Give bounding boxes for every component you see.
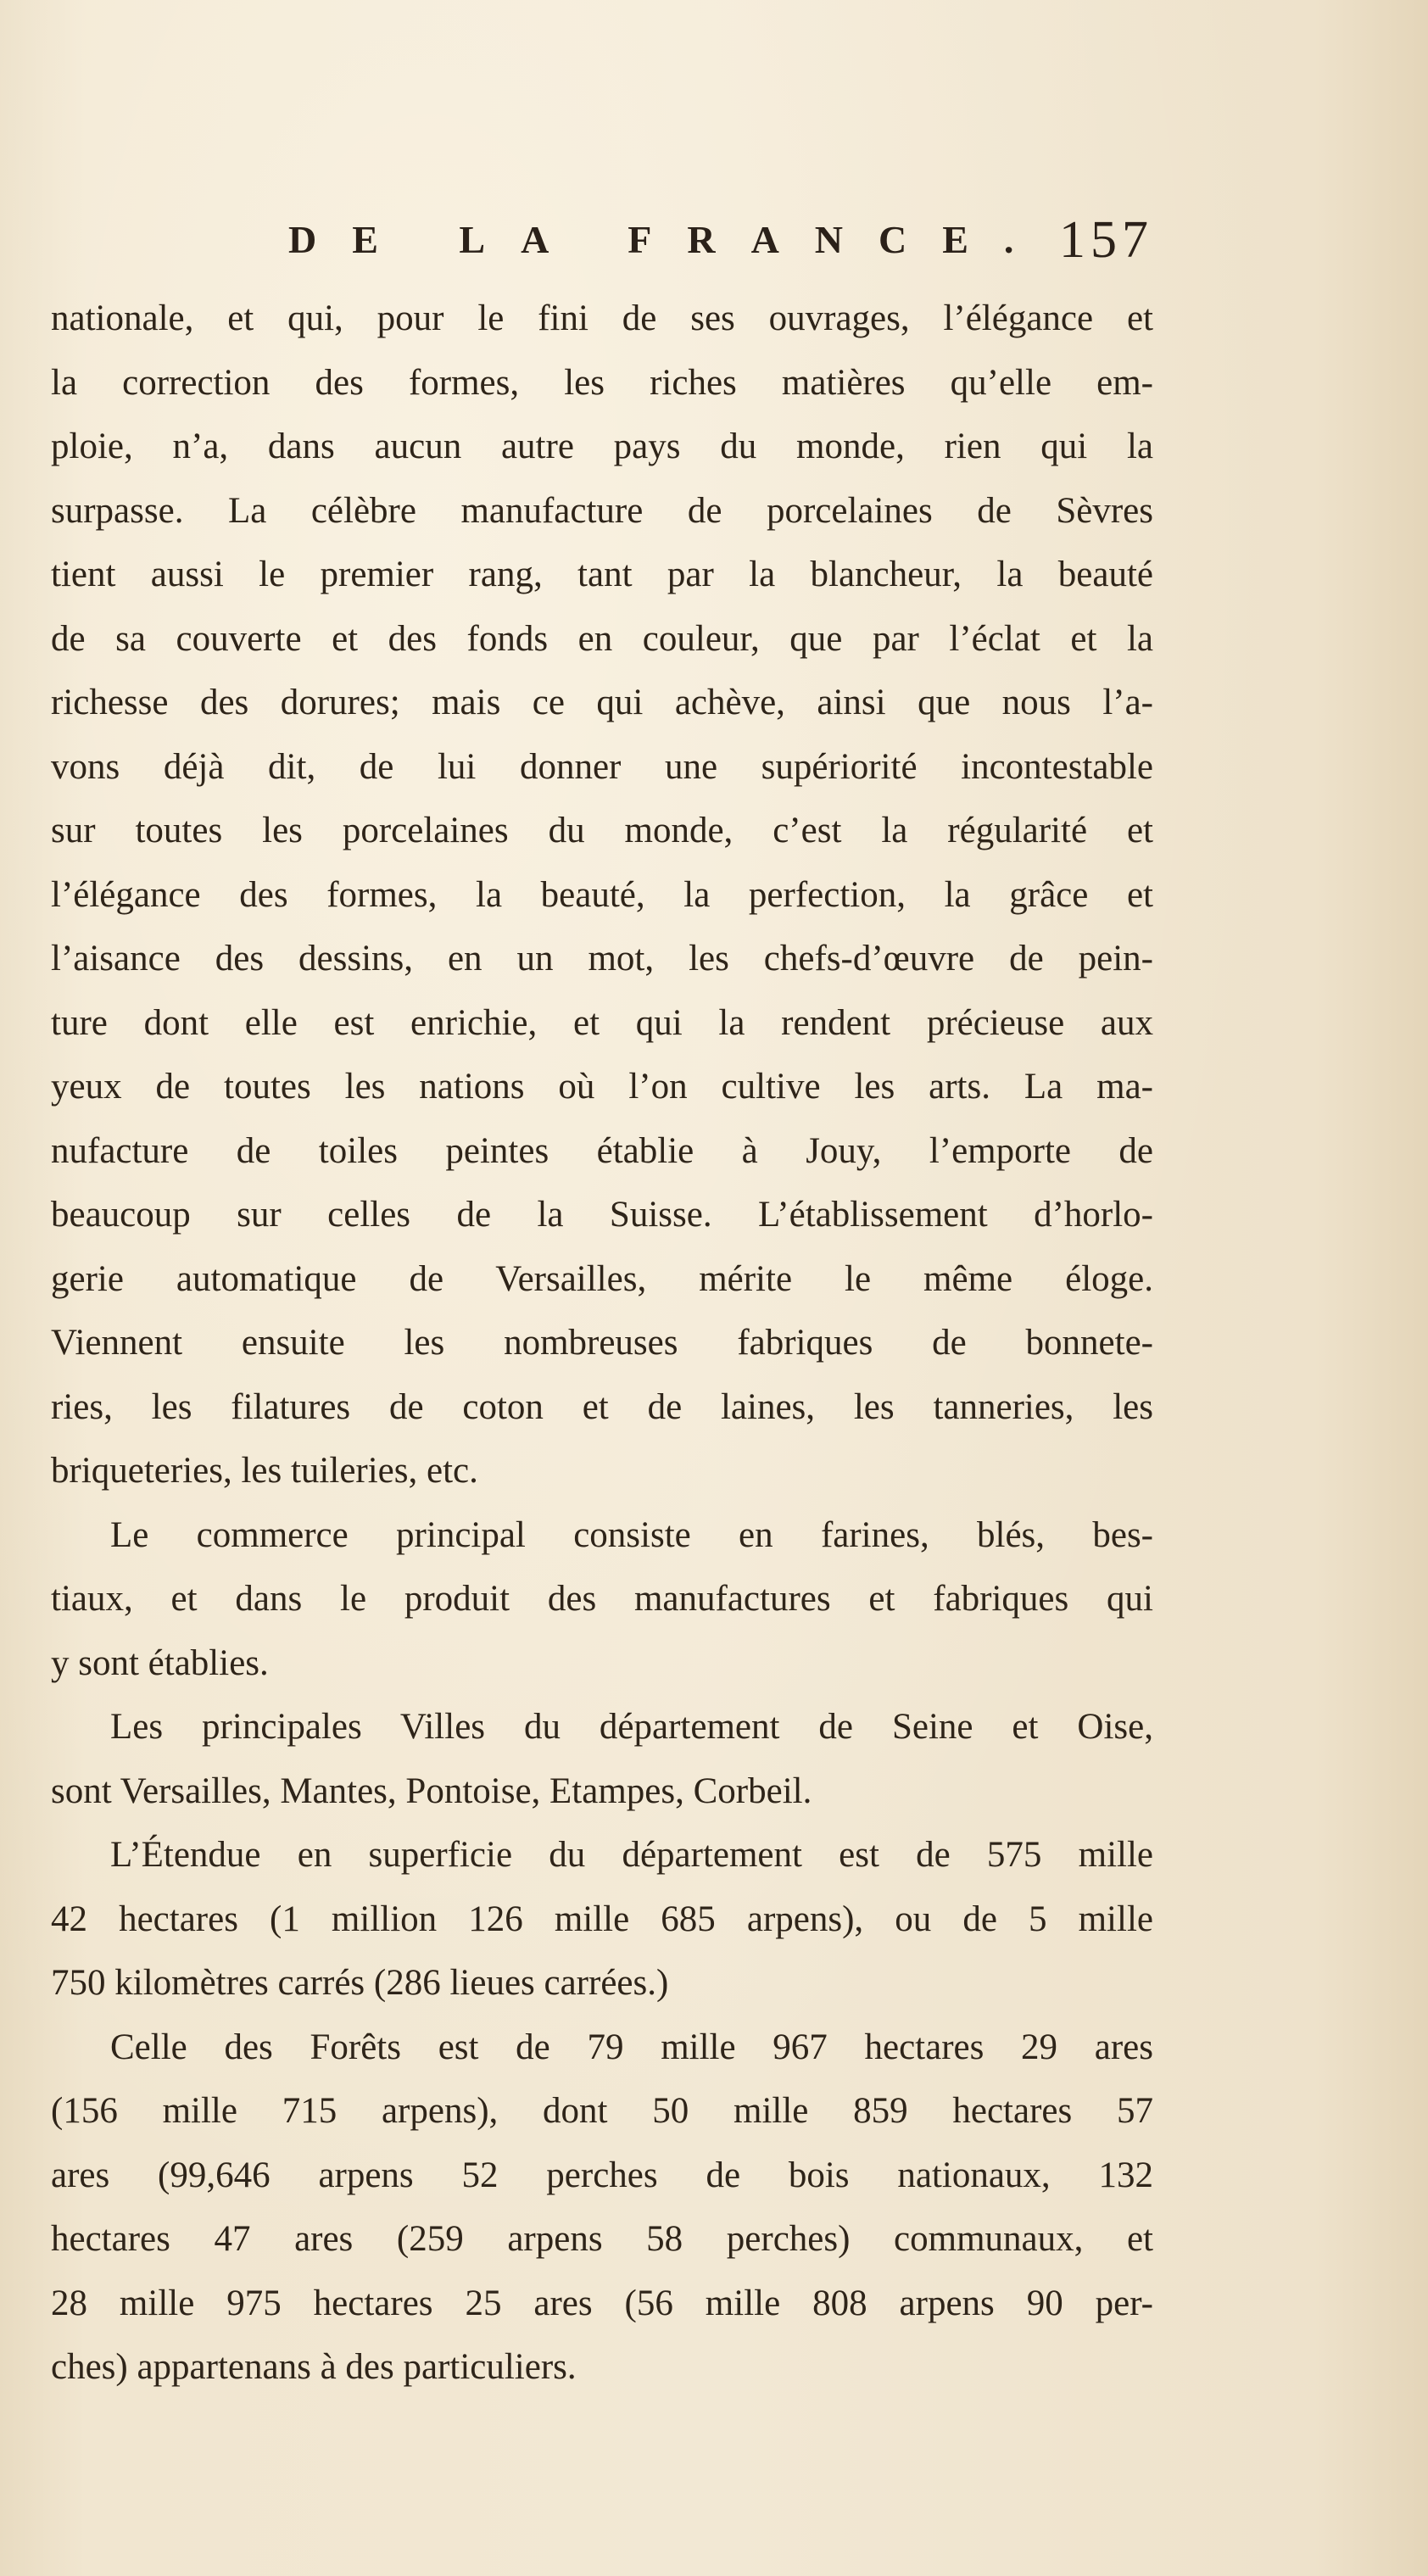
text-line: y sont établies. (51, 1642, 269, 1683)
text-line: Les principales Villes du département de Seine et Oise, (110, 1707, 1153, 1747)
text-line: tiaux, et dans le produit des manufactures et fabriques qui (51, 1579, 1153, 1619)
text-line: beaucoup sur celles de la Suisse. L’établissement d’horlo- (51, 1195, 1153, 1235)
paragraph-villes (51, 1695, 1153, 1823)
text-line: hectares 47 ares (259 arpens 58 perches) communaux, et (51, 2219, 1153, 2259)
text-line: la correction des formes, les riches matières qu’elle em- (51, 362, 1153, 403)
text-line: ture dont elle est enrichie, et qui la rendent précieuse aux (51, 1002, 1153, 1043)
text-line: sur toutes les porcelaines du monde, c’est la régularité et (51, 811, 1153, 850)
paragraph-manufactures (51, 287, 1153, 1503)
paragraph-commerce (51, 1503, 1153, 1696)
text-line: richesse des dorures; mais ce qui achève, ainsi que nous l’a- (51, 683, 1153, 722)
text-line: nufacture de toiles peintes établie à Jouy, l’emporte de (51, 1130, 1153, 1171)
paragraph-etendue (51, 1823, 1153, 2016)
page-header (288, 210, 1153, 270)
text-line: nationale, et qui, pour le fini de ses ouvrages, l’élégance et (51, 298, 1153, 338)
text-line: 750 kilomètres carrés (286 lieues carrées.) (51, 1963, 669, 2003)
running-title: DE LA FRANCE. (288, 218, 1050, 261)
text-line: Le commerce principal consiste en farines, blés, bes- (110, 1514, 1153, 1555)
text-line: tient aussi le premier rang, tant par la blancheur, la beauté (51, 555, 1153, 594)
page-number: 157 (1059, 211, 1153, 269)
paragraph-forets (51, 2016, 1153, 2400)
text-line: Celle des Forêts est de 79 mille 967 hectares 29 ares (110, 2027, 1153, 2067)
text-line: de sa couverte et des fonds en couleur, que par l’éclat et la (51, 618, 1153, 659)
text-line: ches) appartenans à des particuliers. (51, 2347, 577, 2387)
text-line: gerie automatique de Versailles, mérite le même éloge. (51, 1258, 1153, 1299)
text-line: l’aisance des dessins, en un mot, les chefs-d’œuvre de pein- (51, 939, 1153, 979)
text-line: L’Étendue en superficie du département est de 575 mille (110, 1835, 1153, 1875)
text-line: surpasse. La célèbre manufacture de porcelaines de Sèvres (51, 490, 1153, 531)
text-line: briqueteries, les tuileries, etc. (51, 1451, 478, 1491)
text-line: ries, les filatures de coton et de laines, les tanneries, les (51, 1386, 1153, 1427)
text-line: 42 hectares (1 million 126 mille 685 arpens), ou de 5 mille (51, 1899, 1153, 1939)
text-line: ploie, n’a, dans aucun autre pays du monde, rien qui la (51, 427, 1153, 466)
text-line: ares (99,646 arpens 52 perches de bois nationaux, 132 (51, 2155, 1153, 2195)
text-line: Viennent ensuite les nombreuses fabriques de bonnete- (51, 1323, 1153, 1363)
text-line: yeux de toutes les nations où l’on cultive les arts. La ma- (51, 1067, 1153, 1107)
text-line: sont Versailles, Mantes, Pontoise, Etampes, Corbeil. (51, 1770, 812, 1811)
text-line: (156 mille 715 arpens), dont 50 mille 859 hectares 57 (51, 2091, 1153, 2131)
text-line: 28 mille 975 hectares 25 ares (56 mille 808 arpens 90 per- (51, 2283, 1153, 2323)
text-line: l’élégance des formes, la beauté, la perfection, la grâce et (51, 874, 1153, 915)
text-line: vons déjà dit, de lui donner une supériorité incontestable (51, 746, 1153, 787)
body-text (51, 287, 1153, 2400)
